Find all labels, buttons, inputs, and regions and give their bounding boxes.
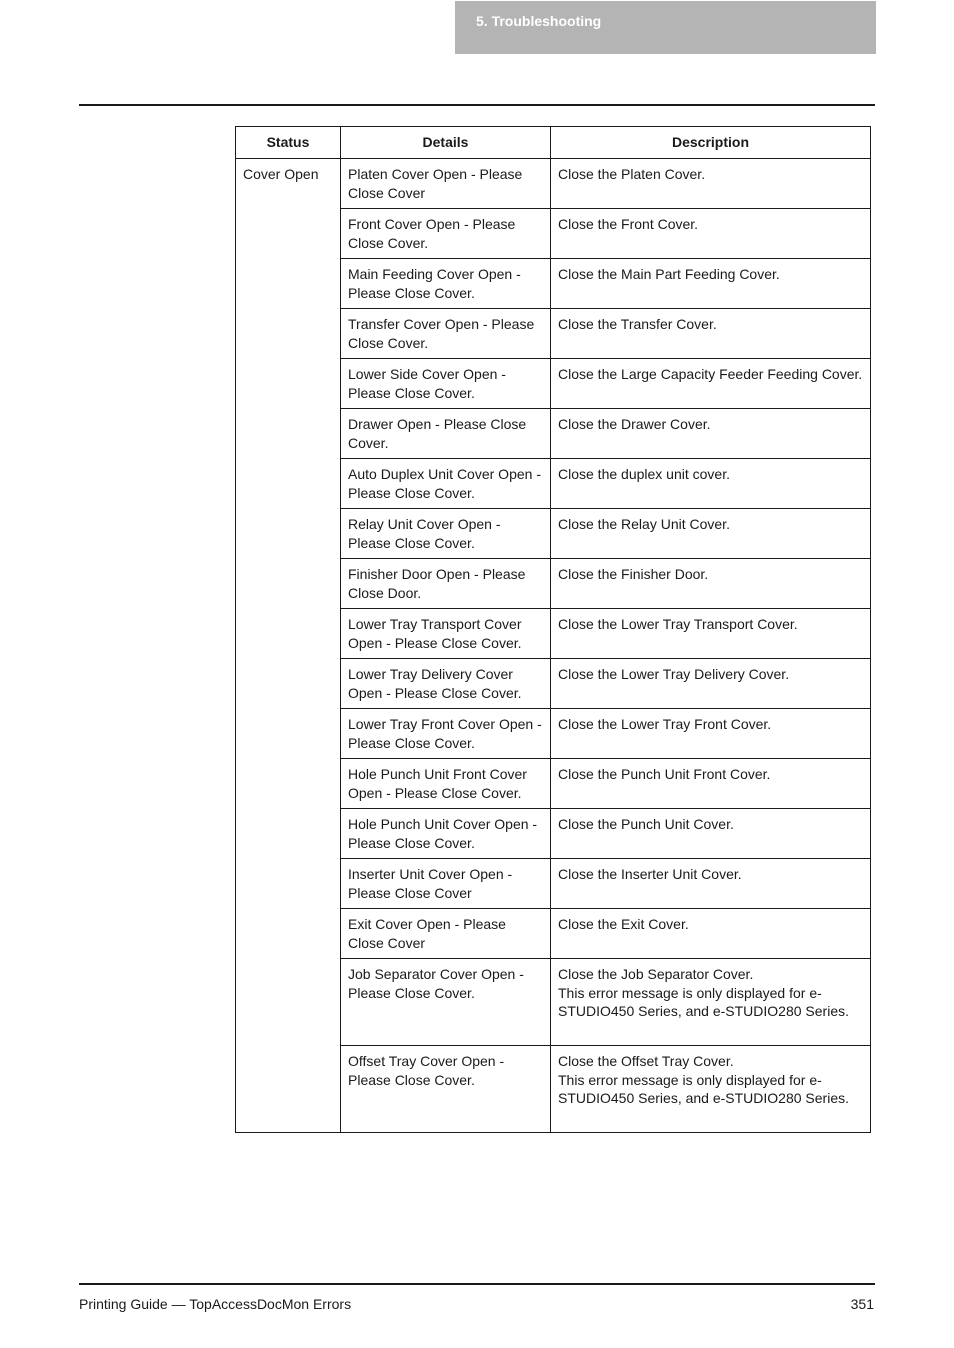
table-header-row [236,127,871,159]
description-cell [551,859,871,909]
description-text: Close the Inserter Unit Cover. [558,866,742,882]
details-cell: Main Feeding Cover Open - Please Close Cover. [341,259,551,309]
column-header-description: Description [551,127,871,159]
footer-title: Printing Guide — TopAccessDocMon Errors [79,1296,352,1312]
details-cell: Lower Tray Transport Cover Open - Please Close Cover. [341,609,551,659]
error-table [235,126,871,1133]
description-cell [551,659,871,709]
details-cell: Lower Tray Front Cover Open - Please Close Cover. [341,709,551,759]
details-cell: Lower Tray Delivery Cover Open - Please Close Cover. [341,659,551,709]
column-header-details: Details [341,127,551,159]
description-text: Close the Lower Tray Front Cover. [558,716,772,732]
description-cell [551,809,871,859]
description-text: Close the Transfer Cover. [558,316,717,332]
description-cell [551,759,871,809]
description-text: Close the Exit Cover. [558,916,689,932]
description-cell [551,559,871,609]
header-divider [79,104,875,106]
description-cell [551,209,871,259]
description-cell [551,359,871,409]
description-note: This error message is only displayed for e-STUDIO450 Series, and e-STUDIO280 Series. [558,1071,850,1106]
status-cell: Cover Open [236,159,341,1133]
details-cell: Transfer Cover Open - Please Close Cover. [341,309,551,359]
description-text: Close the Job Separator Cover. [558,966,754,982]
details-cell: Hole Punch Unit Cover Open - Please Close Cover. [341,809,551,859]
details-cell: Lower Side Cover Open - Please Close Cover. [341,359,551,409]
table-row [236,159,871,209]
description-text: Close the Relay Unit Cover. [558,516,730,532]
description-cell [551,309,871,359]
description-text: Close the Platen Cover. [558,166,706,182]
description-text: Close the duplex unit cover. [558,466,730,482]
column-header-status: Status [236,127,341,159]
footer-divider [79,1283,875,1285]
description-cell [551,959,871,1046]
description-note: This error message is only displayed for e-STUDIO450 Series, and e-STUDIO280 Series. [558,984,850,1019]
description-text: Close the Punch Unit Front Cover. [558,766,771,782]
description-cell [551,459,871,509]
page-number: 351 [850,1296,874,1312]
description-cell [551,159,871,209]
description-text: Close the Offset Tray Cover. [558,1053,734,1069]
description-cell [551,709,871,759]
description-cell [551,509,871,559]
details-cell: Inserter Unit Cover Open - Please Close Cover [341,859,551,909]
description-cell [551,609,871,659]
description-text: Close the Lower Tray Transport Cover. [558,616,798,632]
description-text: Close the Large Capacity Feeder Feeding Cover. [558,366,863,382]
description-cell [551,1046,871,1133]
description-text: Close the Punch Unit Cover. [558,816,734,832]
description-cell [551,409,871,459]
details-cell: Exit Cover Open - Please Close Cover [341,909,551,959]
description-text: Close the Drawer Cover. [558,416,711,432]
description-cell [551,259,871,309]
section-title: 5. Troubleshooting [476,13,602,29]
details-cell: Hole Punch Unit Front Cover Open - Please Close Cover. [341,759,551,809]
details-cell: Platen Cover Open - Please Close Cover [341,159,551,209]
details-cell: Drawer Open - Please Close Cover. [341,409,551,459]
details-cell: Relay Unit Cover Open - Please Close Cover. [341,509,551,559]
description-text: Close the Finisher Door. [558,566,709,582]
description-cell [551,909,871,959]
details-cell: Finisher Door Open - Please Close Door. [341,559,551,609]
details-cell: Offset Tray Cover Open - Please Close Cover. [341,1046,551,1133]
description-text: Close the Front Cover. [558,216,699,232]
section-header-tab [455,1,876,54]
description-text: Close the Lower Tray Delivery Cover. [558,666,790,682]
details-cell: Auto Duplex Unit Cover Open - Please Close Cover. [341,459,551,509]
details-cell: Job Separator Cover Open - Please Close Cover. [341,959,551,1046]
description-text: Close the Main Part Feeding Cover. [558,266,780,282]
details-cell: Front Cover Open - Please Close Cover. [341,209,551,259]
table-body [236,159,871,1133]
